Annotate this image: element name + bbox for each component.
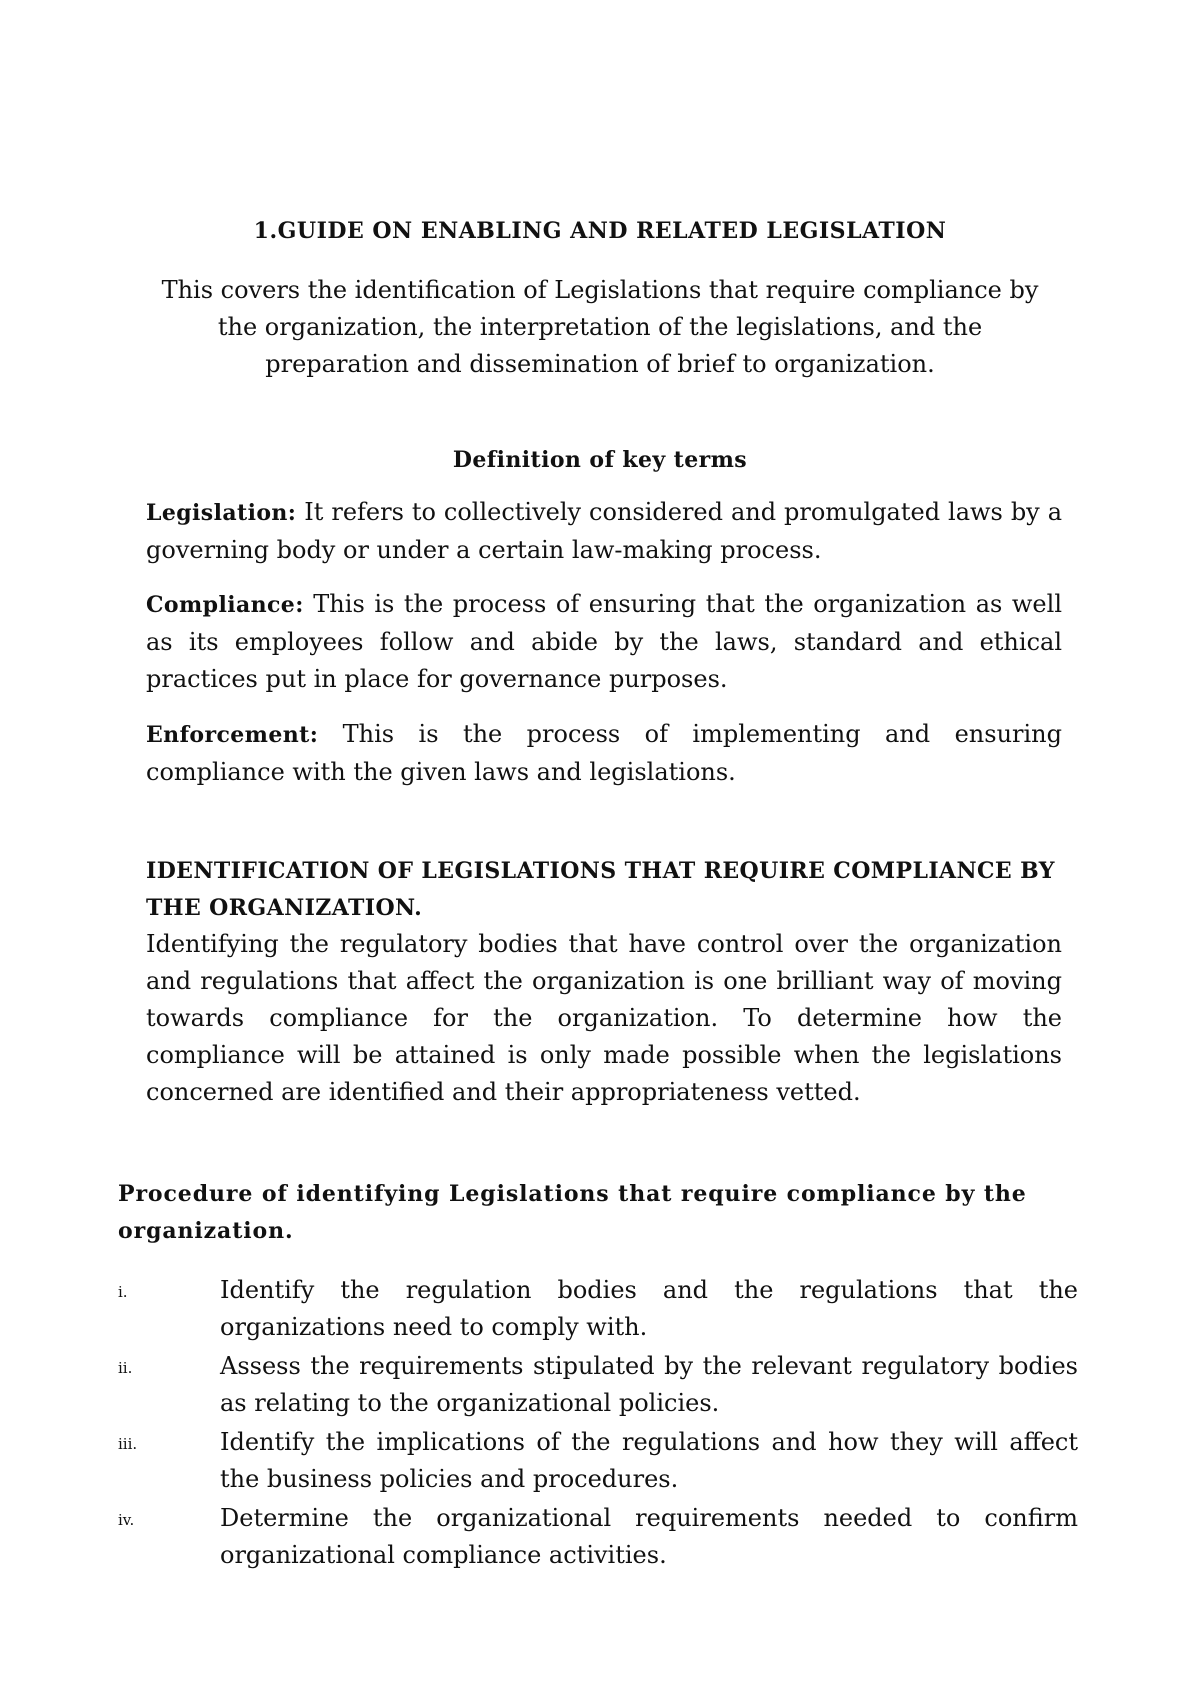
list-item-number: ii. [118,1359,133,1377]
list-item [118,1348,1078,1422]
section-heading: IDENTIFICATION OF LEGISLATIONS THAT REQUIRE COMPLIANCE BY THE ORGANIZATION. [146,858,1055,921]
list-item [118,1424,1078,1498]
list-item-text: Assess the requirements stipulated by the relevant regulatory bodies as relating to the organizational policies. [220,1352,1078,1417]
definition-compliance [146,586,1062,698]
definition-term: Enforcement: [146,722,319,748]
definition-legislation [146,494,1062,569]
list-item-text: Identify the regulation bodies and the regulations that the organizations need to comply with. [220,1276,1078,1341]
definition-text: This is the process of ensuring that the organization as well as its employees follow and abide by the laws, standard and ethical practices put in place for governance purposes. [146,590,1062,693]
list-item-number: i. [118,1283,128,1301]
procedure-steps-list [118,1272,1078,1576]
definition-text: It refers to collectively considered and promulgated laws by a governing body or under a certain law-making process. [146,498,1062,564]
definition-term: Legislation: [146,500,297,526]
list-item-number: iii. [118,1435,138,1453]
list-item-text: Determine the organizational requirements needed to confirm organizational compliance activities. [220,1504,1078,1569]
definition-enforcement [146,716,1062,791]
procedure-heading: Procedure of identifying Legislations that require compliance by the organization. [118,1181,1027,1244]
list-item [118,1272,1078,1346]
page-title: 1.GUIDE ON ENABLING AND RELATED LEGISLATION [253,218,947,244]
definition-text: This is the process of implementing and ensuring compliance with the given laws and legislations. [146,720,1062,786]
definitions-heading: Definition of key terms [452,447,748,473]
list-item-number: iv. [118,1511,135,1529]
list-item [118,1500,1078,1574]
definition-term: Compliance: [146,592,304,618]
intro-paragraph: This covers the identification of Legislations that require compliance by the organization, the interpretation of the legislations, and the preparation and dissemination of brief to organization. [161,276,1039,378]
section-body: Identifying the regulatory bodies that have control over the organization and regulations that affect the organization is one brilliant way of moving towards compliance for the organization. To determine how the compliance will be attained is only made possible when the legislations concerned are identified and their appropriateness vetted. [146,930,1062,1106]
list-item-text: Identify the implications of the regulations and how they will affect the business policies and procedures. [220,1428,1078,1493]
